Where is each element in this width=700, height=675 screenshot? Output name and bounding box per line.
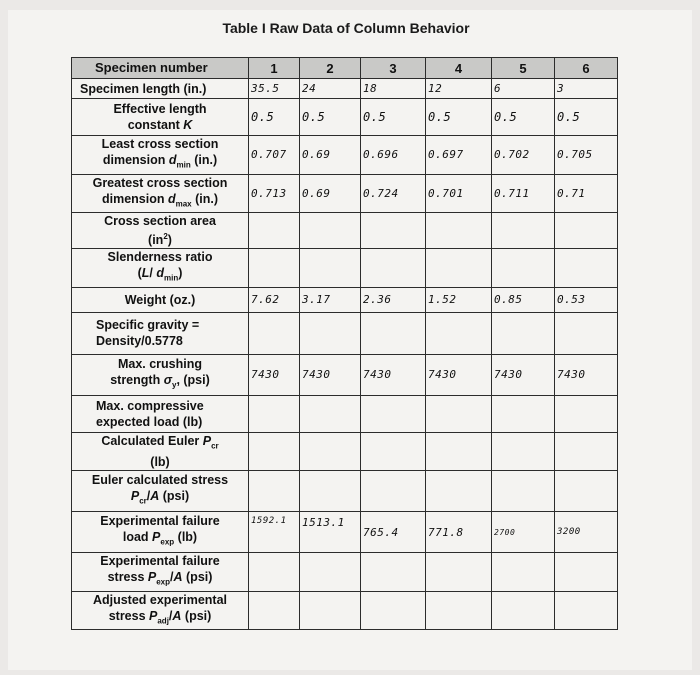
- table-cell: 0.701: [426, 174, 492, 213]
- table-cell: [249, 395, 300, 432]
- table-cell: 0.5: [426, 99, 492, 136]
- table-cell: [492, 471, 555, 512]
- table-cell: [361, 553, 426, 592]
- table-cell: [300, 471, 361, 512]
- table-cell: [249, 312, 300, 354]
- table-cell: [555, 432, 618, 471]
- table-row: [72, 512, 618, 553]
- row-label: Experimental failure stress $P_{exp}/A$ (psi): [72, 553, 249, 592]
- table-row: [72, 395, 618, 432]
- column-number: 3: [361, 58, 426, 79]
- row-label: Greatest cross section dimension $d_{max}$ (in.): [72, 174, 249, 213]
- table-cell: [361, 213, 426, 249]
- table-cell: 2700: [492, 512, 555, 553]
- table-cell: [426, 395, 492, 432]
- table-cell: 1.52: [426, 287, 492, 312]
- table-row: [72, 249, 618, 288]
- table-title: Table I Raw Data of Column Behavior: [222, 20, 470, 36]
- table-cell: 0.69: [300, 136, 361, 175]
- header-label: Specimen number: [72, 58, 249, 79]
- table-cell: 7.62: [249, 287, 300, 312]
- row-label: Max. compressive expected load (lb): [72, 395, 249, 432]
- table-cell: [249, 213, 300, 249]
- table-cell: [492, 249, 555, 288]
- table-cell: [300, 553, 361, 592]
- table-cell: 0.5: [249, 99, 300, 136]
- column-number: 1: [249, 58, 300, 79]
- table-cell: 0.71: [555, 174, 618, 213]
- table-row: [72, 591, 618, 630]
- table-cell: [300, 432, 361, 471]
- row-label: Max. crushing strength $\sigma_y$, (psi): [72, 354, 249, 395]
- table-row: [72, 213, 618, 249]
- table-cell: [555, 395, 618, 432]
- table-row: [72, 174, 618, 213]
- table-cell: 7430: [492, 354, 555, 395]
- row-label: Euler calculated stress $P_{cr}/A$ (psi): [72, 471, 249, 512]
- table-cell: [361, 395, 426, 432]
- row-label: Adjusted experimental stress $P_{adj}/A$ (psi): [72, 591, 249, 630]
- table-cell: [249, 249, 300, 288]
- table-cell: 0.705: [555, 136, 618, 175]
- table-cell: 24: [300, 79, 361, 99]
- table-cell: [555, 553, 618, 592]
- header-row: [72, 58, 618, 79]
- table-cell: 7430: [555, 354, 618, 395]
- table-cell: [555, 249, 618, 288]
- table-cell: [555, 213, 618, 249]
- row-label: Weight (oz.): [72, 287, 249, 312]
- table-cell: 2.36: [361, 287, 426, 312]
- table-cell: [426, 432, 492, 471]
- table-row: [72, 79, 618, 99]
- table-cell: [300, 591, 361, 630]
- table-cell: [426, 312, 492, 354]
- row-label: Least cross section dimension $d_{min}$ (in.): [72, 136, 249, 175]
- table-cell: [249, 471, 300, 512]
- table-row: [72, 287, 618, 312]
- table-cell: 0.696: [361, 136, 426, 175]
- row-label: Effective length constant K: [72, 99, 249, 136]
- row-label: Calculated Euler $P_{cr}$ (lb): [72, 432, 249, 471]
- table-cell: 3: [555, 79, 618, 99]
- column-number: 2: [300, 58, 361, 79]
- row-label: Specific gravity = Density/0.5778: [72, 312, 249, 354]
- row-label: Cross section area $(in^2)$: [72, 213, 249, 249]
- table-cell: 1513.1: [300, 512, 361, 553]
- table-cell: 771.8: [426, 512, 492, 553]
- table-cell: [555, 591, 618, 630]
- table-cell: 0.713: [249, 174, 300, 213]
- table-cell: [300, 312, 361, 354]
- column-behavior-table: [71, 57, 618, 630]
- table-cell: [361, 591, 426, 630]
- table-cell: 0.5: [361, 99, 426, 136]
- table-cell: [492, 395, 555, 432]
- table-cell: 0.707: [249, 136, 300, 175]
- table-cell: [249, 553, 300, 592]
- table-cell: [426, 591, 492, 630]
- table-cell: 0.69: [300, 174, 361, 213]
- row-label: Specimen length (in.): [72, 79, 249, 99]
- table-cell: [361, 249, 426, 288]
- table-cell: [361, 432, 426, 471]
- table-cell: [249, 432, 300, 471]
- table-cell: [300, 213, 361, 249]
- table-cell: 0.702: [492, 136, 555, 175]
- table-cell: [492, 432, 555, 471]
- table-cell: [426, 553, 492, 592]
- table-cell: [555, 312, 618, 354]
- table-cell: [300, 249, 361, 288]
- table-cell: 18: [361, 79, 426, 99]
- table-cell: 7430: [249, 354, 300, 395]
- table-cell: [426, 249, 492, 288]
- table-cell: [492, 553, 555, 592]
- column-number: 5: [492, 58, 555, 79]
- table-cell: [492, 213, 555, 249]
- table-cell: [492, 591, 555, 630]
- table-row: [72, 354, 618, 395]
- row-label: Experimental failure load $P_{exp}$ (lb): [72, 512, 249, 553]
- table-cell: 3.17: [300, 287, 361, 312]
- table-row: [72, 136, 618, 175]
- table-row: [72, 99, 618, 136]
- table-cell: 0.53: [555, 287, 618, 312]
- table-cell: [249, 591, 300, 630]
- table-row: [72, 471, 618, 512]
- table-cell: 0.711: [492, 174, 555, 213]
- table-cell: 3200: [555, 512, 618, 553]
- column-number: 6: [555, 58, 618, 79]
- table-cell: [492, 312, 555, 354]
- table-cell: 0.724: [361, 174, 426, 213]
- table-cell: [426, 471, 492, 512]
- table-row: [72, 312, 618, 354]
- table-row: [72, 432, 618, 471]
- table-cell: 7430: [361, 354, 426, 395]
- table-cell: [426, 213, 492, 249]
- table-cell: 35.5: [249, 79, 300, 99]
- table-cell: 0.5: [300, 99, 361, 136]
- table-cell: 0.5: [492, 99, 555, 136]
- table-cell: 6: [492, 79, 555, 99]
- table-cell: 765.4: [361, 512, 426, 553]
- table-cell: 12: [426, 79, 492, 99]
- table-row: [72, 553, 618, 592]
- table-cell: 7430: [300, 354, 361, 395]
- table-cell: 0.85: [492, 287, 555, 312]
- table-cell: 7430: [426, 354, 492, 395]
- column-number: 4: [426, 58, 492, 79]
- table-cell: [555, 471, 618, 512]
- table-cell: [361, 312, 426, 354]
- table-cell: 1592.1: [249, 512, 300, 553]
- table-cell: 0.697: [426, 136, 492, 175]
- table-cell: [300, 395, 361, 432]
- row-label: Slenderness ratio (L/ $d_{min}$): [72, 249, 249, 288]
- table-cell: 0.5: [555, 99, 618, 136]
- table-cell: [361, 471, 426, 512]
